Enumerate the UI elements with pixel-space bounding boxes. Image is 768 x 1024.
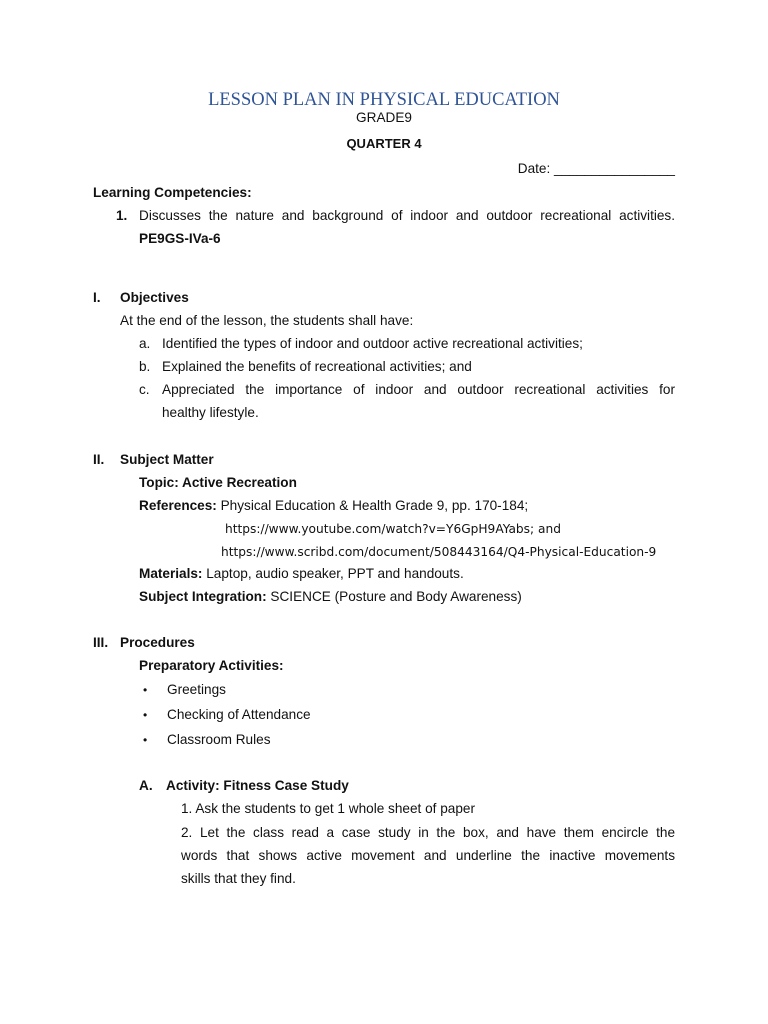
preparatory-heading: Preparatory Activities: [139, 658, 284, 673]
date-field: Date: ________________ [517, 161, 675, 176]
list-item: Greetings [167, 682, 226, 697]
bullet-icon: • [143, 733, 148, 747]
references-label: References: [139, 498, 217, 513]
integration-value: SCIENCE (Posture and Body Awareness) [270, 589, 522, 604]
references-value: Physical Education & Health Grade 9, pp. 170-184; [220, 498, 529, 513]
objective-letter: b. [139, 359, 151, 374]
objectives-heading: Objectives [120, 290, 189, 305]
topic-label: Topic: Active Recreation [139, 475, 297, 490]
activity-heading: Activity: Fitness Case Study [166, 778, 349, 793]
objective-letter: a. [139, 336, 151, 351]
reference-link[interactable]: https://www.youtube.com/watch?v=Y6GpH9AYabs; and [225, 522, 561, 536]
materials-value: Laptop, audio speaker, PPT and handouts. [206, 566, 464, 581]
document-title: LESSON PLAN IN PHYSICAL EDUCATION [208, 90, 560, 110]
references-line [139, 497, 528, 515]
competency-number: 1. [116, 208, 128, 223]
objective-item: Identified the types of indoor and outdoor active recreational activities; [162, 336, 583, 351]
materials-label: Materials: [139, 566, 203, 581]
objectives-intro: At the end of the lesson, the students shall have: [120, 313, 414, 328]
section-numeral-objectives: I. [93, 290, 101, 305]
bullet-icon: • [143, 683, 148, 697]
materials-line [139, 565, 464, 583]
activity-letter: A. [139, 778, 153, 793]
list-item: Classroom Rules [167, 732, 271, 747]
integration-label: Subject Integration: [139, 589, 267, 604]
objective-item: Explained the benefits of recreational activities; and [162, 359, 472, 374]
competency-text: Discusses the nature and background of indoor and outdoor recreational activities. [139, 208, 675, 223]
list-item: Checking of Attendance [167, 707, 311, 722]
activity-step: 1. Ask the students to get 1 whole sheet of paper [181, 801, 475, 816]
section-numeral-procedures: III. [93, 635, 109, 650]
bullet-icon: • [143, 708, 148, 722]
activity-step: 2. Let the class read a case study in the box, and have them encircle the [181, 825, 675, 840]
activity-step-continued: skills that they find. [181, 871, 296, 886]
procedures-heading: Procedures [120, 635, 195, 650]
grade-label: GRADE9 [356, 110, 412, 125]
quarter-label: QUARTER 4 [346, 136, 422, 151]
competency-code: PE9GS-IVa-6 [139, 231, 221, 246]
objective-item: Appreciated the importance of indoor and outdoor recreational activities for [162, 382, 675, 397]
activity-step-continued: words that shows active movement and underline the inactive movements [181, 848, 675, 863]
objective-letter: c. [139, 382, 150, 397]
objective-item-continued: healthy lifestyle. [162, 405, 259, 420]
integration-line [139, 588, 522, 606]
reference-link[interactable]: https://www.scribd.com/document/508443164/Q4-Physical-Education-9 [221, 545, 657, 559]
subject-matter-heading: Subject Matter [120, 452, 214, 467]
competencies-heading: Learning Competencies: [93, 185, 252, 200]
section-numeral-subject: II. [93, 452, 105, 467]
